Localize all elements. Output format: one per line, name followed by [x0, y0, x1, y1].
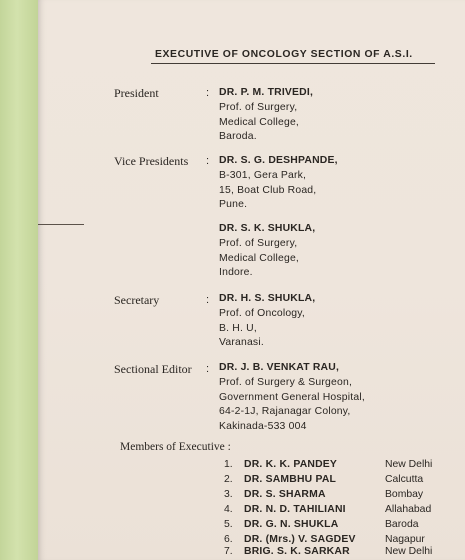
list-item — [224, 474, 465, 488]
member-number: 1. — [224, 459, 233, 470]
officer-name: DR. J. B. VENKAT RAU, — [219, 362, 340, 373]
sectional-editor-address — [219, 361, 365, 435]
address-line: Prof. of Oncology, — [219, 307, 305, 319]
address-line: 64-2-1J, Rajanagar Colony, — [219, 406, 351, 418]
address-line: Medical College, — [219, 252, 300, 264]
member-city: New Delhi — [385, 459, 433, 470]
page-heading: EXECUTIVE OF ONCOLOGY SECTION OF A.S.I. — [155, 49, 413, 60]
role-vice-presidents: Vice Presidents — [114, 154, 189, 168]
address-line: Baroda. — [219, 131, 257, 143]
vice-president-1-address — [219, 154, 338, 213]
role-president: President — [114, 86, 159, 100]
member-city: Allahabad — [385, 504, 432, 515]
address-line: Pune. — [219, 199, 248, 211]
secretary-address — [219, 292, 315, 351]
officer-name: DR. S. G. DESHPANDE, — [219, 155, 338, 166]
address-line: Indore. — [219, 267, 253, 279]
address-line: Prof. of Surgery, — [219, 101, 298, 113]
colon: : — [206, 294, 210, 306]
members-heading: Members of Executive : — [120, 441, 231, 453]
member-city: Calcutta — [385, 474, 424, 485]
member-name: BRIG. S. K. SARKAR — [244, 546, 350, 557]
address-line: Government General Hospital, — [219, 391, 365, 403]
list-item — [224, 504, 465, 518]
vice-president-2-address — [219, 222, 315, 281]
colon: : — [206, 363, 210, 375]
address-line: B. H. U, — [219, 322, 257, 334]
role-secretary: Secretary — [114, 293, 160, 307]
member-number: 4. — [224, 504, 233, 515]
document-page — [38, 0, 465, 560]
member-number: 6. — [224, 534, 233, 545]
list-item — [224, 489, 465, 503]
member-city: Baroda — [385, 519, 419, 530]
member-number: 7. — [224, 546, 233, 557]
list-item — [224, 546, 465, 560]
address-line: Kakinada-533 004 — [219, 421, 307, 433]
role-sectional-editor: Sectional Editor — [114, 362, 192, 376]
list-item — [224, 519, 465, 533]
address-line: 15, Boat Club Road, — [219, 184, 317, 196]
colon: : — [206, 87, 210, 99]
address-line: B-301, Gera Park, — [219, 169, 307, 181]
member-name: DR. S. SHARMA — [244, 489, 326, 500]
address-line: Prof. of Surgery, — [219, 237, 298, 249]
heading-underline — [151, 63, 435, 64]
member-number: 3. — [224, 489, 233, 500]
member-number: 5. — [224, 519, 233, 530]
margin-rule — [38, 224, 84, 225]
officer-name: DR. H. S. SHUKLA, — [219, 293, 316, 304]
member-name: DR. SAMBHU PAL — [244, 474, 337, 485]
address-line: Prof. of Surgery & Surgeon, — [219, 376, 353, 388]
list-item — [224, 459, 465, 473]
member-city: New Delhi — [385, 546, 433, 557]
member-name: DR. (Mrs.) V. SAGDEV — [244, 534, 356, 545]
member-city: Nagapur — [385, 534, 425, 545]
member-name: DR. K. K. PANDEY — [244, 459, 338, 470]
member-city: Bombay — [385, 489, 424, 500]
president-address — [219, 86, 313, 145]
member-number: 2. — [224, 474, 233, 485]
officer-name: DR. P. M. TRIVEDI, — [219, 87, 314, 98]
member-name: DR. G. N. SHUKLA — [244, 519, 339, 530]
officer-name: DR. S. K. SHUKLA, — [219, 223, 316, 234]
book-binding-edge — [0, 0, 38, 560]
address-line: Varanasi. — [219, 337, 264, 349]
address-line: Medical College, — [219, 116, 300, 128]
member-name: DR. N. D. TAHILIANI — [244, 504, 346, 515]
colon: : — [206, 155, 210, 167]
